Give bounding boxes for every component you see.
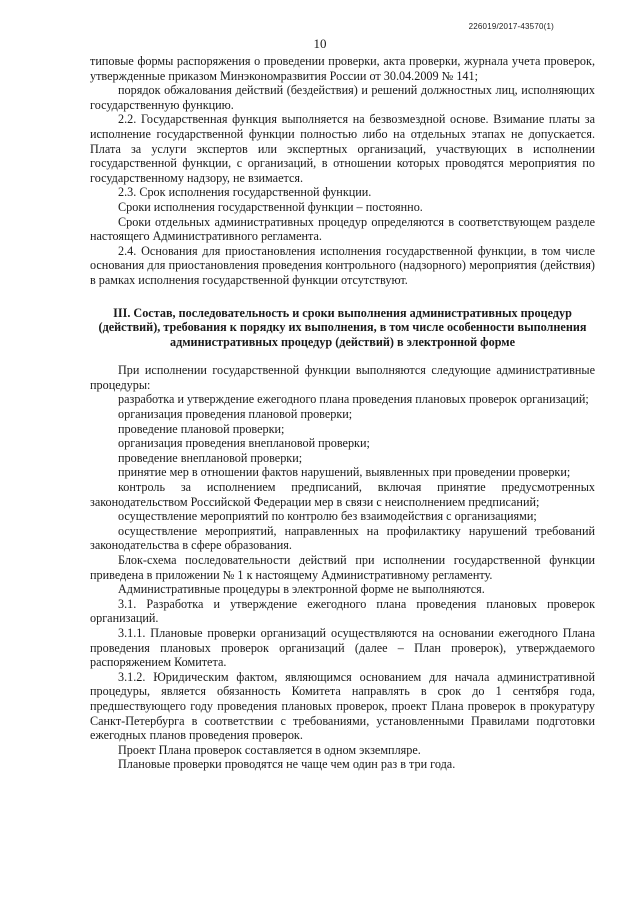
paragraph: 2.3. Срок исполнения государственной функции.	[118, 185, 372, 200]
paragraph: порядок обжалования действий (бездействия) и решений должностных лиц, исполняющих государственную функцию.	[90, 83, 595, 112]
paragraph: 2.2. Государственная функция выполняется на безвозмездной основе. Взимание платы за исполнение государственной функции полностью либо на отдельных этапах не допускается. Плата за услуги экспертов или экспертных организаций, участвующих в исполнении государственной функции, с организаций, в отношении которых проводятся мероприятия по государственному надзору, не взимается.	[90, 112, 595, 185]
paragraph: При исполнении государственной функции выполняются следующие административные процедуры:	[90, 363, 595, 392]
paragraph: Проект Плана проверок составляется в одном экземпляре.	[118, 742, 421, 757]
paragraph: принятие мер в отношении фактов нарушений, выявленных при проведении проверки;	[118, 465, 571, 480]
paragraph: организация проведения внеплановой проверки;	[118, 436, 370, 451]
paragraph: осуществление мероприятий, направленных на профилактику нарушений требований законодательства в сфере образования.	[90, 523, 595, 553]
paragraph: 3.1. Разработка и утверждение ежегодного плана проведения плановых проверок организаций.	[90, 596, 595, 626]
document-body	[90, 54, 595, 772]
paragraph: проведение внеплановой проверки;	[118, 450, 303, 465]
paragraph: Административные процедуры в электронной форме не выполняются.	[118, 582, 485, 597]
paragraph: проведение плановой проверки;	[118, 421, 285, 436]
paragraph: осуществление мероприятий по контролю без взаимодействия с организациями;	[118, 509, 537, 524]
paragraph: Плановые проверки проводятся не чаще чем один раз в три года.	[118, 757, 456, 772]
page-number: 10	[313, 36, 327, 51]
paragraph: Сроки отдельных административных процедур определяются в соответствующем разделе настоящего Административного регламента.	[90, 214, 595, 244]
paragraph: 2.4. Основания для приостановления исполнения государственной функции, в том числе основания для приостановления проведения контрольного (надзорного) мероприятия (действия) в рамках исполнения государственной функции отсутствуют.	[90, 243, 595, 287]
paragraph: контроль за исполнением предписаний, включая принятие предусмотренных законодательством Российской Федерации мер в связи с неисполнением предписаний;	[90, 480, 595, 509]
paragraph: 3.1.1. Плановые проверки организаций осуществляются на основании ежегодного Плана проведения плановых проверок организаций (далее – План проверок), утверждаемого распоряжением Комитета.	[90, 625, 595, 670]
paragraph: Сроки исполнения государственной функции – постоянно.	[118, 199, 423, 214]
paragraph: типовые формы распоряжения о проведении проверки, акта проверки, журнала учета проверок, утвержденные приказом Минэкономразвития России от 30.04.2009 № 141;	[90, 54, 595, 83]
paragraph: 3.1.2. Юридическим фактом, являющимся основанием для начала административной процедуры, является обязанность Комитета направлять в срок до 1 сентября года, предшествующего году проведения плановых проверок, проект Плана проверок в прокуратуру Санкт-Петербурга в соответствии с требованиями, установленными Правилами подготовки ежегодных планов проведения проверок.	[90, 669, 595, 743]
paragraph: организация проведения плановой проверки;	[118, 407, 353, 422]
section-heading: III. Состав, последовательность и сроки выполнения административных процедур (действий), требования к порядку их выполнения, в том числе особенности выполнения административных процедур (действий) в электронной форме	[98, 305, 587, 349]
paragraph: Блок-схема последовательности действий при исполнении государственной функции приведена в приложении № 1 к настоящему Административному регламенту.	[90, 553, 595, 582]
paragraph: разработка и утверждение ежегодного плана проведения плановых проверок организаций;	[118, 392, 589, 407]
document-number: 226019/2017-43570(1)	[468, 22, 554, 31]
